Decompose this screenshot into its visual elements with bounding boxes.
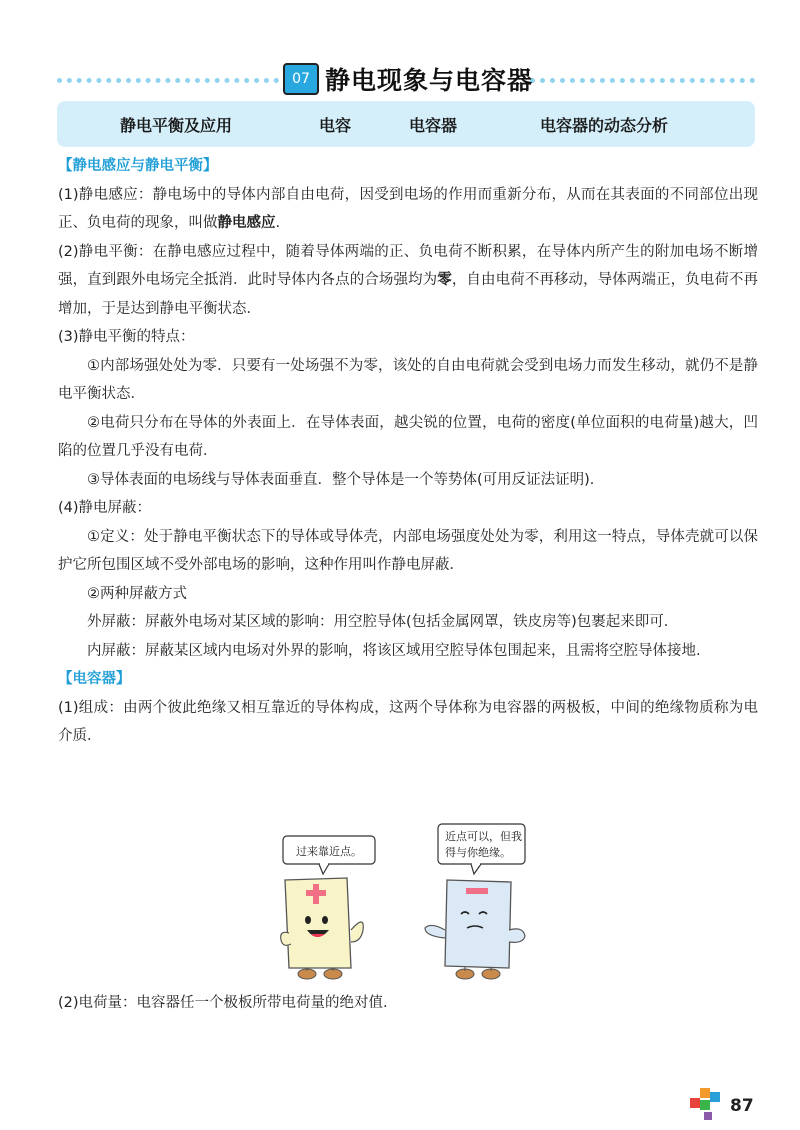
header-dotted-line-right	[530, 78, 755, 83]
chapter-title: 静电现象与电容器	[325, 66, 534, 95]
positive-plate-character	[281, 878, 364, 979]
header-dotted-line-left	[57, 78, 279, 83]
tab-static-equilibrium[interactable]: 静电平衡及应用	[120, 116, 233, 135]
tab-capacitance[interactable]: 电容	[319, 116, 352, 135]
external-shielding: 外屏蔽：屏蔽外电场对某区域的影响：用空腔导体(包括金属网罩，铁皮房等)包裹起来即可．	[87, 614, 679, 630]
tab-dynamic-analysis[interactable]: 电容器的动态分析	[540, 116, 669, 135]
speech-bubble-left	[283, 836, 375, 874]
page-number: 87	[730, 1096, 754, 1116]
internal-shielding: 内屏蔽：屏蔽某区域内电场对外界的影响，将该区域用空腔导体包围起来，且需将空腔导体接地.	[87, 642, 701, 659]
shielding-types: ②两种屏蔽方式	[87, 585, 187, 602]
section-heading-capacitor: 【电容器】	[58, 671, 131, 687]
feature-1: ①内部场强处处为零．只要有一处场强不为零，该处的自由电荷就会受到电场力而发生移动，就仍不是静电平衡状态．	[58, 357, 758, 402]
svg-text:过来靠近点。: 过来靠近点。	[296, 845, 362, 858]
shielding-definition: ①定义：处于静电平衡状态下的导体或导体壳，内部电场强度处处为零，利用这一特点，导体壳就可以保护它所包围区域不受外部电场的影响，这种作用叫作静电屏蔽．	[58, 528, 758, 573]
topic-tab-bar	[57, 101, 755, 147]
negative-plate-character	[425, 880, 525, 979]
paragraph-induction: (1)静电感应：静电场中的导体内部自由电荷，因受到电场的作用而重新分布，从而在其表面的不同部位出现正、负电荷的现象，叫做静电感应.	[58, 186, 758, 231]
feature-3: ③导体表面的电场线与导体表面垂直．整个导体是一个等势体(可用反证法证明)．	[87, 471, 605, 488]
paragraph-charge: (2)电荷量：电容器任一个极板所带电荷量的绝对值．	[58, 995, 398, 1011]
svg-text:近点可以，但我: 近点可以，但我	[445, 830, 522, 843]
speech-bubble-right	[438, 824, 525, 874]
feature-2: ②电荷只分布在导体的外表面上．在导体表面，越尖锐的位置，电荷的密度(单位面积的电荷量)越大，凹陷的位置几乎没有电荷．	[58, 414, 758, 459]
publisher-logo-icon	[690, 1088, 722, 1122]
paragraph-composition: (1)组成：由两个彼此绝缘又相互靠近的导体构成，这两个导体称为电容器的两极板，中间的绝缘物质称为电介质．	[58, 699, 758, 744]
capacitor-cartoon	[275, 818, 550, 983]
chapter-header	[283, 62, 533, 96]
paragraph-shielding-title: (4)静电屏蔽：	[58, 500, 152, 516]
section-heading-electrostatic: 【静电感应与静电平衡】	[58, 158, 218, 174]
main-content	[58, 152, 758, 751]
tab-capacitor[interactable]: 电容器	[409, 116, 458, 135]
paragraph-features-title: (3)静电平衡的特点：	[58, 329, 195, 345]
svg-text:得与你绝缘。: 得与你绝缘。	[445, 846, 511, 859]
chapter-number: 07	[283, 63, 319, 95]
paragraph-equilibrium: (2)静电平衡：在静电感应过程中，随着导体两端的正、负电荷不断积累，在导体内所产生的附加电场不断增强，直到跟外电场完全抵消．此时导体内各点的合场强均为零，自由电荷不再移动，导体两端正，负电荷不再增加，于是达到静电平衡状态．	[58, 243, 759, 317]
